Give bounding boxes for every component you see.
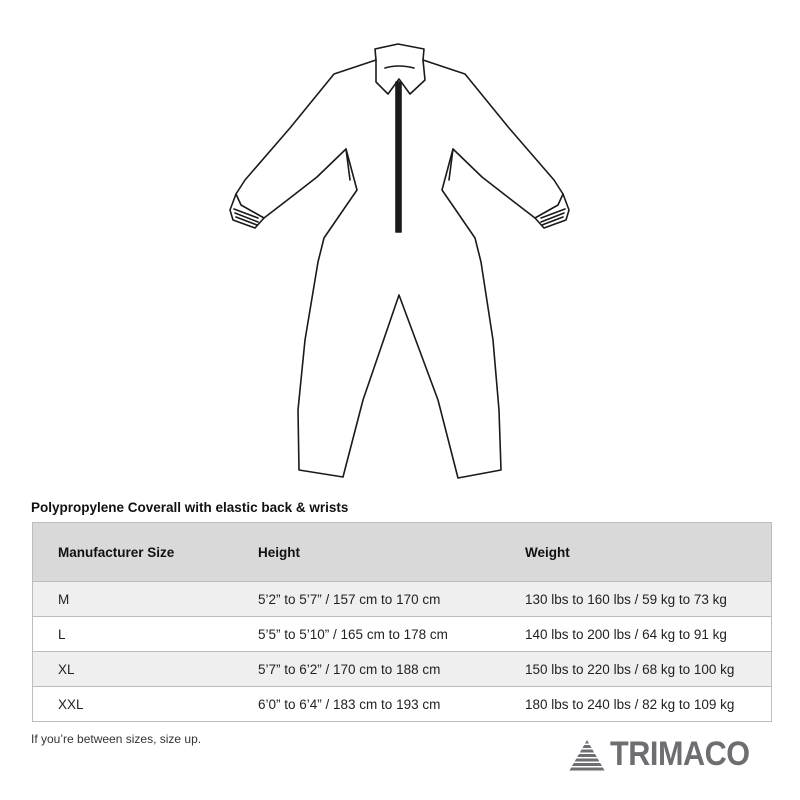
height-cell: 5’5” to 5’10” / 165 cm to 178 cm <box>233 617 500 652</box>
weight-cell: 150 lbs to 220 lbs / 68 kg to 100 kg <box>500 652 772 687</box>
height-cell: 5’7” to 6’2” / 170 cm to 188 cm <box>233 652 500 687</box>
height-cell: 5’2” to 5’7” / 157 cm to 170 cm <box>233 582 500 617</box>
column-header-size: Manufacturer Size <box>33 523 234 582</box>
table-row <box>33 582 772 617</box>
weight-cell: 130 lbs to 160 lbs / 59 kg to 73 kg <box>500 582 772 617</box>
table-row <box>33 617 772 652</box>
size-cell: L <box>33 617 234 652</box>
size-table <box>32 522 772 722</box>
brand-name: TRIMACO <box>610 734 750 773</box>
table-header-row <box>33 523 772 582</box>
size-cell: XXL <box>33 687 234 722</box>
product-title: Polypropylene Coverall with elastic back & wrists <box>31 500 349 515</box>
column-header-height: Height <box>233 523 500 582</box>
triangle-logo-icon <box>568 737 606 771</box>
sizing-footnote: If you’re between sizes, size up. <box>31 732 202 746</box>
weight-cell: 140 lbs to 200 lbs / 64 kg to 91 kg <box>500 617 772 652</box>
weight-cell: 180 lbs to 240 lbs / 82 kg to 109 kg <box>500 687 772 722</box>
column-header-weight: Weight <box>500 523 772 582</box>
table-row <box>33 652 772 687</box>
table-row <box>33 687 772 722</box>
coverall-icon <box>200 38 600 486</box>
brand-logo <box>568 734 765 774</box>
size-cell: M <box>33 582 234 617</box>
size-cell: XL <box>33 652 234 687</box>
height-cell: 6’0” to 6’4” / 183 cm to 193 cm <box>233 687 500 722</box>
